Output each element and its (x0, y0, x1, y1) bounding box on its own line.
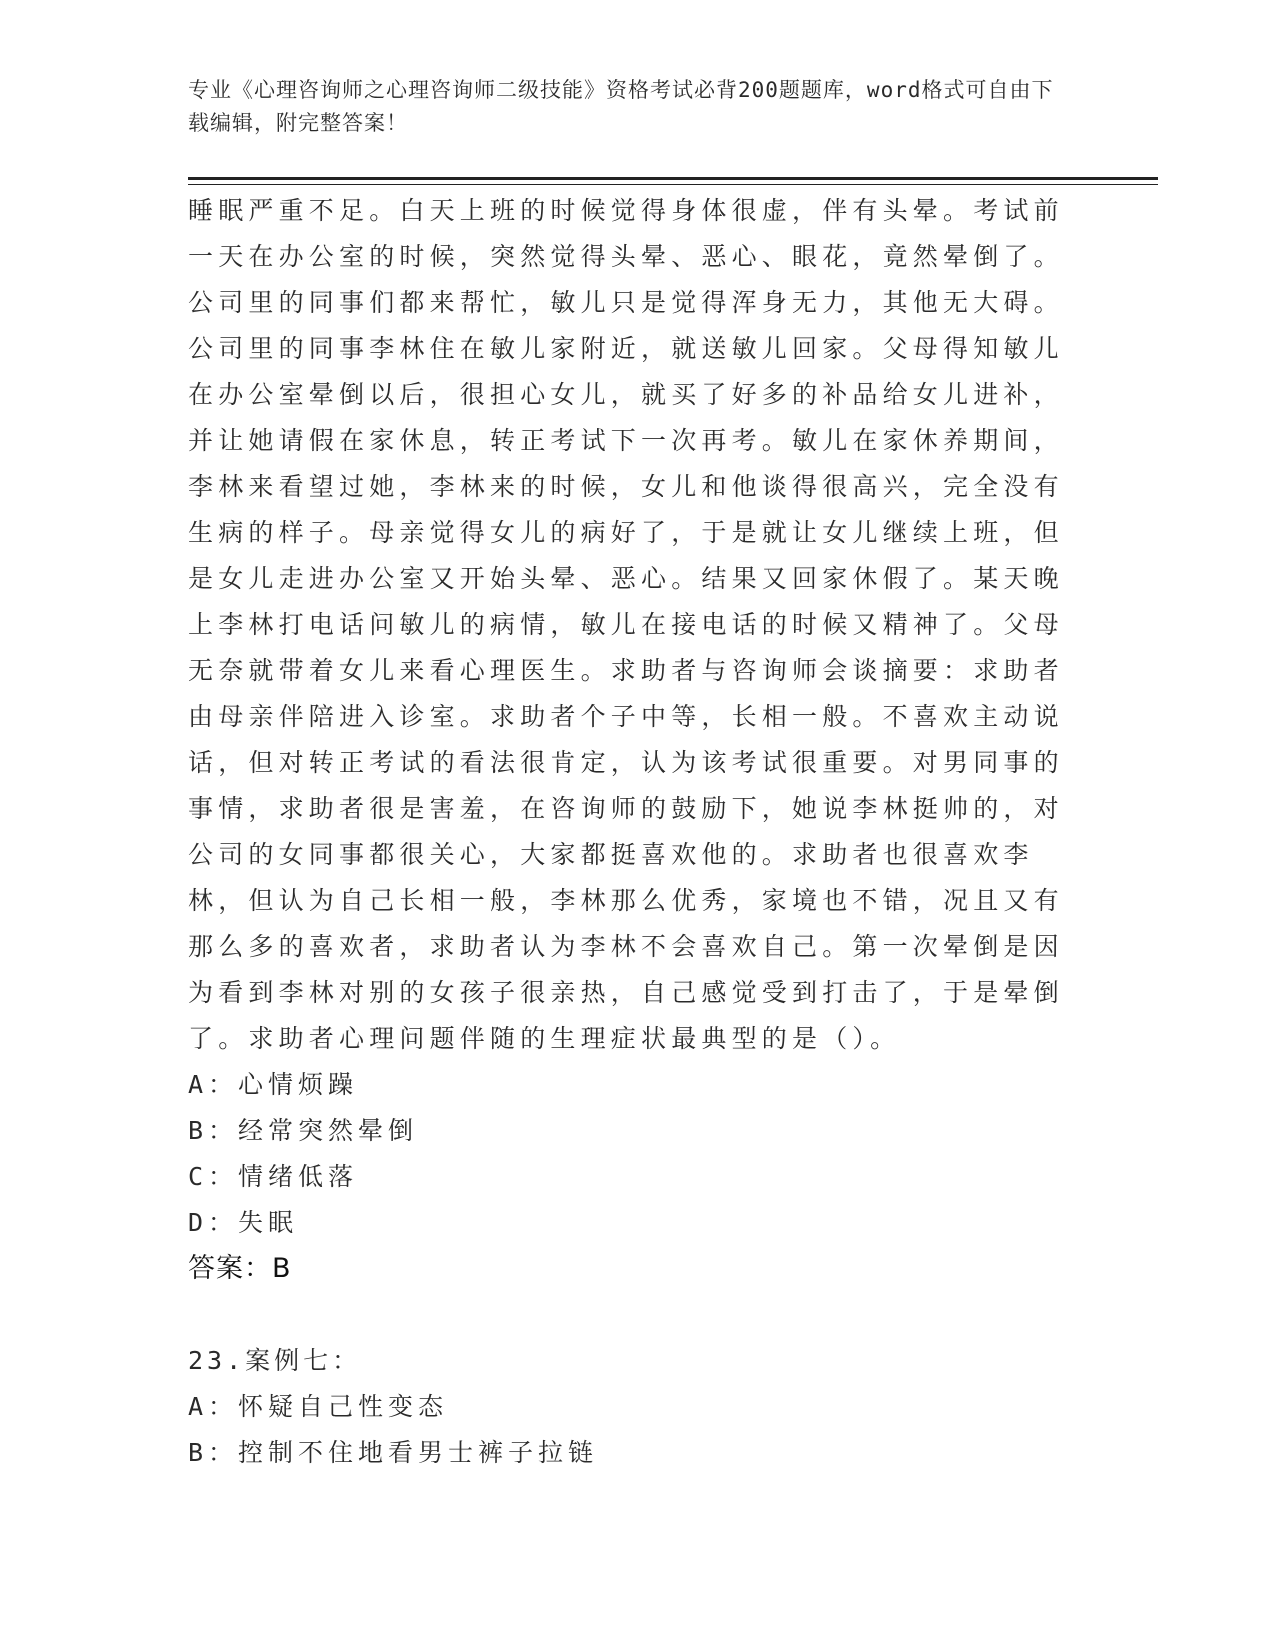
question-22-passage: 睡眠严重不足。白天上班的时候觉得身体很虚，伴有头晕。考试前一天在办公室的时候，突然觉得头晕、恶心、眼花，竟然晕倒了。公司里的同事们都来帮忙，敏儿只是觉得浑身无力，其他无大碍。公司里的同事李林住在敏儿家附近，就送敏儿回家。父母得知敏儿在办公室晕倒以后，很担心女儿，就买了好多的补品给女儿进补，并让她请假在家休息，转正考试下一次再考。敏儿在家休养期间，李林来看望过她，李林来的时候，女儿和他谈得很高兴，完全没有生病的样子。母亲觉得女儿的病好了，于是就让女儿继续上班，但是女儿走进办公室又开始头晕、恶心。结果又回家休假了。某天晚上李林打电话问敏儿的病情，敏儿在接电话的时候又精神了。父母无奈就带着女儿来看心理医生。求助者与咨询师会谈摘要：求助者由母亲伴陪进入诊室。求助者个子中等，长相一般。不喜欢主动说话，但对转正考试的看法很肯定，认为该考试很重要。对男同事的事情，求助者很是害羞，在咨询师的鼓励下，她说李林挺帅的，对公司的女同事都很关心，大家都挺喜欢他的。求助者也很喜欢李林，但认为自己长相一般，李林那么优秀，家境也不错，况且又有那么多的喜欢者，求助者认为李林不会喜欢自己。第一次晕倒是因为看到李林对别的女孩子很亲热，自己感觉受到打击了，于是晕倒了。求助者心理问题伴随的生理症状最典型的是（）。 (188, 196, 1064, 1053)
document-body (188, 188, 1068, 1476)
question-23-option-b: B：控制不住地看男士裤子拉链 (188, 1438, 599, 1467)
question-22-option-d: D：失眠 (188, 1208, 299, 1237)
question-23-title: 23.案例七： (188, 1346, 362, 1375)
header-rule-thin (188, 184, 1158, 185)
header-title: 专业《心理咨询师之心理咨询师二级技能》资格考试必背200题题库，word格式可自由下载编辑，附完整答案！ (188, 78, 1054, 135)
question-22-answer: 答案：B (188, 1253, 292, 1284)
header-rule-thick (188, 177, 1158, 180)
spacer (188, 1292, 1068, 1338)
question-23-option-a: A：怀疑自己性变态 (188, 1392, 449, 1421)
question-22-option-c: C：情绪低落 (188, 1162, 359, 1191)
document-header (188, 74, 1068, 140)
question-22-option-b: B：经常突然晕倒 (188, 1116, 419, 1145)
question-22-option-a: A：心情烦躁 (188, 1070, 359, 1099)
